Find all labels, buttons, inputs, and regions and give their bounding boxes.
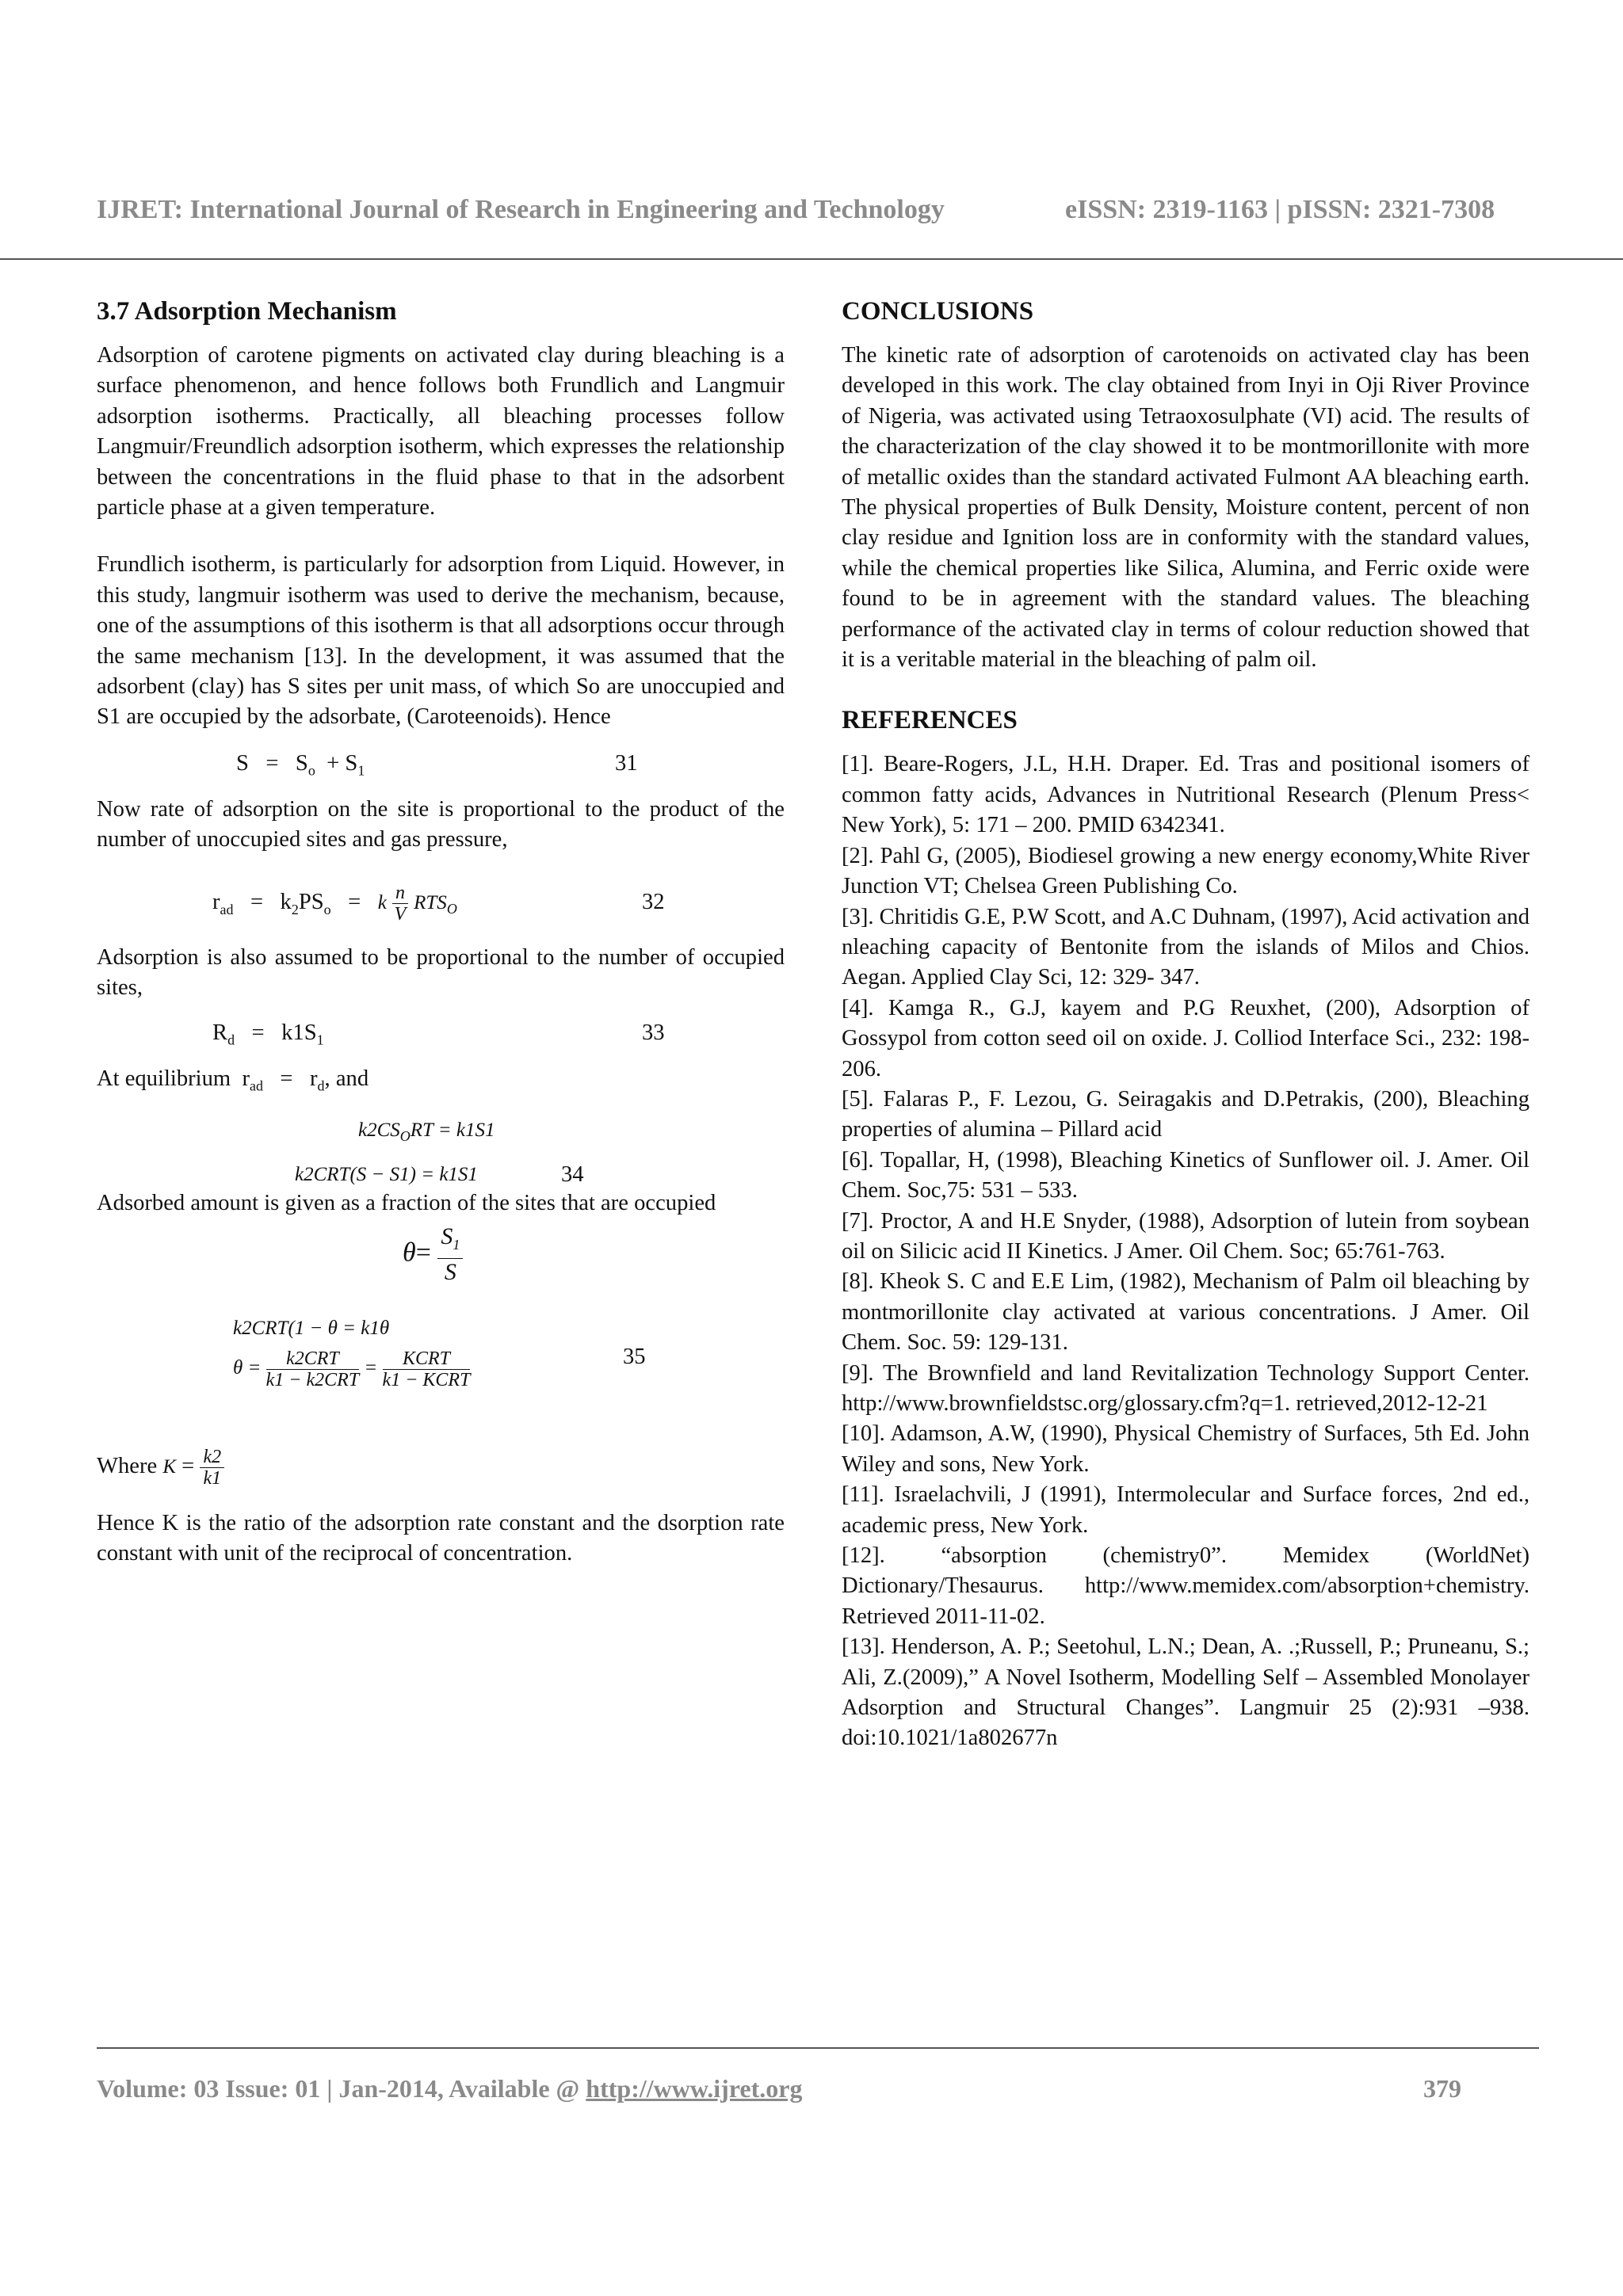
paragraph: Now rate of adsorption on the site is proportional to the product of the number of unoccupied sites and gas pressure, xyxy=(97,796,785,852)
equation-34 xyxy=(97,1157,785,1188)
reference-item: [4]. Kamga R., G.J, kayem and P.G Reuxhet, (200), Adsorption of Gossypol from cotton seed oil on oxide. J. Colliod Interface Sci., 232: 198-206. xyxy=(842,995,1529,1081)
reference-item: [12]. “absorption (chemistry0”. Memidex (WorldNet) Dictionary/Thesaurus. http://www.memidex.com/absorption+chemistry. Retrieved 2011-11-02. xyxy=(842,1543,1529,1629)
equation-33 xyxy=(97,1004,785,1064)
reference-item: [5]. Falaras P., F. Lezou, G. Seiragakis and D.Petrakis, (200), Bleaching properties of alumina – Pillard acid xyxy=(842,1086,1529,1142)
equation-text: $R_d = k1S_1$ xyxy=(212,1020,324,1048)
paragraph: Adsorption of carotene pigments on activated clay during bleaching is a surface phenomenon, and hence follows both Frundlich and Langmuir adsorption isotherms. Practically, all bleaching processes follow Langmuir/Freundlich adsorption isotherm, which expresses the relationship between the concentrations in the fluid phase to that in the adsorbent particle phase at a given temperature. xyxy=(97,343,785,521)
paragraph: Adsorption is also assumed to be proportional to the number of occupied sites, xyxy=(97,944,785,1001)
equation-text: $S = S_o + S_1$ xyxy=(236,750,365,779)
reference-item: [7]. Proctor, A and H.E Snyder, (1988), Adsorption of lutein from soybean oil on Silicic acid II Kinetics. J Amer. Oil Chem. Soc; 65:761-763. xyxy=(842,1208,1529,1264)
reference-item: [13]. Henderson, A. P.; Seetohul, L.N.; Dean, A. .;Russell, P.; Pruneanu, S.; Ali, Z.(2009),” A Novel Isotherm, Modelling Self – Assembled Monolayer Adsorption and Structural Changes”. Langmuir 25 (2):931 –938. doi:10.1021/1a802677n xyxy=(842,1634,1529,1751)
paragraph: Adsorbed amount is given as a fraction of the sites that are occupied xyxy=(97,1190,716,1215)
footer-divider xyxy=(97,2047,1539,2049)
equation-equilibrium xyxy=(97,1101,785,1157)
equation-text: $k2CS_ORT = k1S1$ xyxy=(358,1119,495,1144)
equation-number: 34 xyxy=(561,1161,584,1187)
section-heading: 3.7 Adsorption Mechanism xyxy=(97,297,397,326)
equation-32 xyxy=(97,856,785,943)
page-footer xyxy=(97,2074,1460,2103)
reference-item: [2]. Pahl G, (2005), Biodiesel growing a new energy economy,White River Junction VT; Chelsea Green Publishing Co. xyxy=(842,843,1529,899)
paragraph: Hence K is the ratio of the adsorption rate constant and the dsorption rate constant with unit of the reciprocal of concentration. xyxy=(97,1511,785,1566)
running-header xyxy=(97,195,1539,225)
footer-text: Volume: 03 Issue: 01 | Jan-2014, Available @ xyxy=(97,2074,586,2103)
conclusions-heading: CONCLUSIONS xyxy=(842,297,1034,326)
equation-number: 33 xyxy=(642,1020,665,1045)
equation-text: k2CRT(1 − θ = k1θ xyxy=(233,1318,390,1340)
reference-item: [10]. Adamson, A.W, (1990), Physical Chemistry of Surfaces, 5th Ed. John Wiley and sons, New York. xyxy=(842,1421,1529,1477)
reference-list xyxy=(842,749,1529,1753)
equation-text: θ= $\frac{S_1}{S}$ xyxy=(403,1223,463,1286)
paragraph: At equilibrium $r_{ad} = r_d$, and xyxy=(97,1066,369,1094)
equation-31 xyxy=(97,733,785,795)
equation-where-k xyxy=(97,1426,785,1508)
equation-number: 31 xyxy=(615,750,638,776)
conclusions-text: The kinetic rate of adsorption of carotenoids on activated clay has been developed in this work. The clay obtained from Inyi in Oji River Province of Nigeria, was activated using Tetraoxosulphate (VI) acid. The results of the characterization of the clay showed it to be montmorillonite with more of metallic oxides than the standard activated Fulmont AA bleaching earth. The physical properties of Bulk Density, Moisture content, percent of non clay residue and Ignition loss are in conformity with the standard values, while the chemical properties like Silica, Alumina, and Ferric oxide were found to be in agreement with the standard values. The bleaching performance of the activated clay in terms of colour reduction showed that it is a veritable material in the bleaching of palm oil. xyxy=(842,343,1529,673)
equation-text: k2CRT(S − S1) = k1S1 xyxy=(295,1163,478,1185)
journal-link[interactable]: http://www.ijret.org xyxy=(586,2074,803,2103)
header-divider xyxy=(0,258,1623,260)
right-column xyxy=(842,293,1529,1754)
journal-title: IJRET: International Journal of Research in Engineering and Technology xyxy=(97,195,945,224)
paragraph: Frundlich isotherm, is particularly for adsorption from Liquid. However, in this study, langmuir isotherm was used to derive the mechanism, because, one of the assumptions of this isotherm is that all adsorptions occur through the same mechanism [13]. In the development, it was assumed that the adsorbent (clay) has S sites per unit mass, of which So are unoccupied and S1 are occupied by the adsorbate, (Caroteenoids). Hence xyxy=(97,552,785,730)
equation-text: Where K = $\frac{k2}{k1}$ xyxy=(97,1447,224,1489)
left-column xyxy=(97,293,785,1569)
equation-text: θ = $\frac{\text{k2CRT}}{\text{k1 − k2CRT}}$ = $\frac{\text{KCRT}}{\text{k1 − KCRT}}$ xyxy=(233,1348,471,1391)
equation-35 xyxy=(97,1307,785,1426)
equation-theta xyxy=(97,1219,785,1307)
equation-number: 32 xyxy=(642,889,665,914)
reference-item: [9]. The Brownfield and land Revitalization Technology Support Center. http://www.brownfieldstsc.org/glossary.cfm?q=1. retrieved,2012-12-21 xyxy=(842,1360,1529,1416)
issn-info: eISSN: 2319-1163 | pISSN: 2321-7308 xyxy=(1065,195,1495,224)
references-heading: REFERENCES xyxy=(842,706,1018,735)
equation-number: 35 xyxy=(623,1344,646,1370)
reference-item: [3]. Chritidis G.E, P.W Scott, and A.C Duhnam, (1997), Acid activation and nleaching capacity of Bentonite from the islands of Milos and Chios. Aegan. Applied Clay Sci, 12: 329- 347. xyxy=(842,904,1529,990)
reference-item: [8]. Kheok S. C and E.E Lim, (1982), Mechanism of Palm oil bleaching by montmorillonite clay activated at various concentrations. J Amer. Oil Chem. Soc. 59: 129-131. xyxy=(842,1269,1529,1356)
reference-item: [11]. Israelachvili, J (1991), Intermolecular and Surface forces, 2nd ed., academic press, New York. xyxy=(842,1482,1529,1538)
reference-item: [1]. Beare-Rogers, J.L, H.H. Draper. Ed. Tras and positional isomers of common fatty acids, Advances in Nutritional Research (Plenum Press< New York), 5: 171 – 200. PMID 6342341. xyxy=(842,752,1529,838)
equation-text: $r_{ad} = k_2PS_o = k$ $\frac{n}{V}$ $RTS_O$ xyxy=(212,882,457,925)
reference-item: [6]. Topallar, H, (1998), Bleaching Kinetics of Sunflower oil. J. Amer. Oil Chem. Soc,75: 531 – 533. xyxy=(842,1147,1529,1203)
page-number: 379 xyxy=(1423,2074,1461,2103)
